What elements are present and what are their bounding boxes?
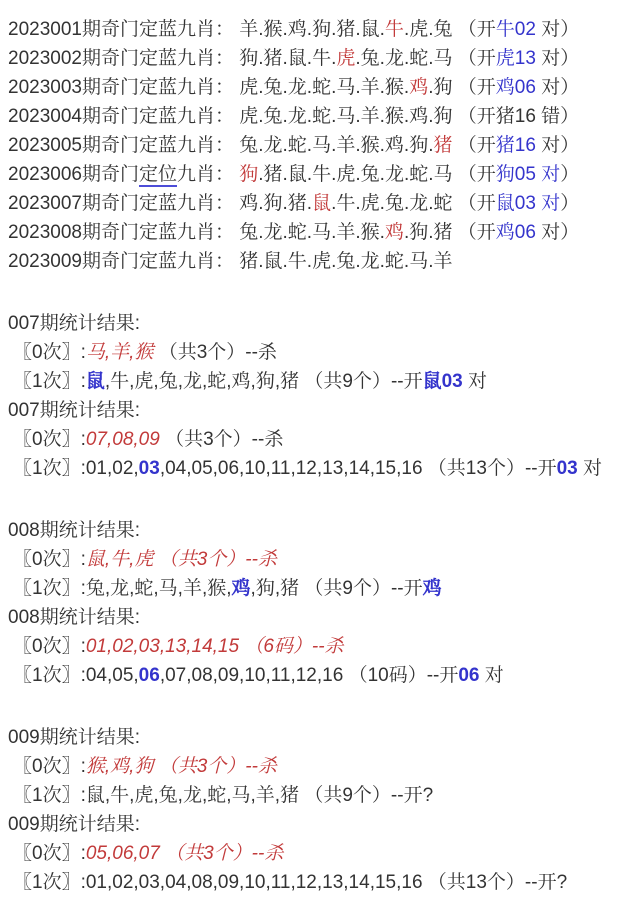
text-segment-plain: 对） (535, 77, 580, 98)
text-segment-blue: 鸡06 (495, 77, 536, 98)
text-segment-blue: 鸡06 (495, 222, 536, 243)
text-segment-red: 牛 (384, 19, 404, 40)
text-segment-plain: （开 (452, 135, 496, 156)
text-segment-plain: 对） (535, 135, 580, 156)
text-segment-plain: 2023006期奇门 (8, 164, 139, 185)
keep-line (8, 661, 631, 690)
text-segment-plain: ,狗,猪 （共9个）--开 (250, 578, 423, 599)
text-segment-blue: 猪16 (495, 135, 536, 156)
stats-header (8, 723, 631, 752)
text-segment-plain: （共3个）--杀 (159, 429, 284, 450)
text-segment-plain: .狗 （开 (428, 77, 496, 98)
stats-008 (8, 516, 631, 690)
text-segment-red: 鸡 (384, 222, 404, 243)
text-segment-plain: 009期统计结果: (8, 727, 140, 748)
text-segment-blueb: 03 (138, 458, 160, 479)
text-segment-plain: 007期统计结果: (8, 400, 140, 421)
stats-header (8, 309, 631, 338)
text-segment-plain: 对 (577, 458, 603, 479)
text-segment-plain: 2023003期奇门定蓝九肖： 虎.兔.龙.蛇.马.羊.猴. (8, 77, 410, 98)
kill-line (8, 545, 631, 574)
kill-line (8, 632, 631, 661)
keep-line (8, 454, 631, 483)
text-segment-plain: 〖0次〗: (13, 429, 86, 450)
text-segment-plain: （共3个）--杀 (153, 342, 277, 363)
text-segment-plain: 2023007期奇门定蓝九肖： 鸡.狗.猪. (8, 193, 313, 214)
text-segment-plain: 〖0次〗: (13, 843, 86, 864)
text-segment-redi: 01,02,03,13,14,15 （6码）--杀 (85, 636, 344, 657)
text-segment-plain: 对 (479, 665, 504, 686)
kill-line (8, 752, 631, 781)
kill-line (8, 338, 631, 367)
prediction-line (8, 247, 631, 276)
text-segment-plain: 2023004期奇门定蓝九肖： 虎.兔.龙.蛇.马.羊.猴.鸡.狗 （开猪16 错） (8, 106, 580, 127)
text-segment-blueb: 鼠03 (422, 371, 463, 392)
text-segment-plain: ） (560, 164, 580, 185)
keep-line (8, 574, 631, 603)
text-segment-plain: .虎.兔 （开 (403, 19, 496, 40)
text-segment-plain: 对） (535, 222, 580, 243)
text-segment-plain: 007期统计结果: (8, 313, 140, 334)
text-segment-plain: .猪.鼠.牛.虎.兔.龙.蛇.马 （开 (258, 164, 496, 185)
stats-header (8, 396, 631, 425)
text-segment-redi: 马,羊,猴 (85, 342, 154, 363)
keep-line (8, 781, 631, 810)
text-segment-plain: 对） (535, 19, 580, 40)
text-segment-blue: 狗05 对 (495, 164, 561, 185)
text-segment-plain: 〖1次〗:鼠,牛,虎,兔,龙,蛇,马,羊,猪 （共9个）--开? (13, 785, 434, 806)
text-segment-plain: 2023009期奇门定蓝九肖： 猪.鼠.牛.虎.兔.龙.蛇.马.羊 (8, 251, 453, 272)
text-segment-red: 狗 (239, 164, 259, 185)
text-segment-redi: 07,08,09 (85, 429, 160, 450)
keep-line (8, 868, 631, 897)
text-segment-plain: 对 (462, 371, 488, 392)
text-segment-blueb: 鼠 (85, 371, 105, 392)
text-segment-plain: 〖1次〗:01,02, (13, 458, 139, 479)
text-segment-plain: 〖1次〗: (13, 371, 86, 392)
kill-line (8, 839, 631, 868)
text-segment-plain: 九肖： (176, 164, 240, 185)
text-segment-blue: 牛02 (495, 19, 536, 40)
text-segment-plain: 2023005期奇门定蓝九肖： 兔.龙.蛇.马.羊.猴.鸡.狗. (8, 135, 434, 156)
stats-009 (8, 723, 631, 897)
prediction-list (8, 15, 631, 276)
text-segment-blue: 鼠03 对 (495, 193, 561, 214)
prediction-line (8, 131, 631, 160)
text-segment-plain: 2023008期奇门定蓝九肖： 兔.龙.蛇.马.羊.猴. (8, 222, 385, 243)
stats-header (8, 516, 631, 545)
text-segment-red: 鸡 (409, 77, 429, 98)
text-segment-plain: .兔.龙.蛇.马 （开 (355, 48, 496, 69)
text-segment-blueb: 06 (458, 665, 480, 686)
text-segment-red: 猪 (433, 135, 453, 156)
text-segment-redi: 猴,鸡,狗 （共3个）--杀 (85, 756, 277, 777)
stats-007 (8, 309, 631, 483)
text-segment-red: 虎 (336, 48, 356, 69)
text-segment-plain: 〖1次〗:01,02,03,04,08,09,10,11,12,13,14,15,16 （共13个）--开? (13, 872, 568, 893)
text-segment-plain: .狗.猪 （开 (403, 222, 496, 243)
prediction-line (8, 15, 631, 44)
text-segment-red: 鼠 (312, 193, 332, 214)
prediction-line (8, 189, 631, 218)
text-segment-plain: 〖0次〗: (13, 636, 86, 657)
text-segment-plain: 〖1次〗:兔,龙,蛇,马,羊,猴, (13, 578, 232, 599)
text-segment-plain: 2023001期奇门定蓝九肖： 羊.猴.鸡.狗.猪.鼠. (8, 19, 385, 40)
text-segment-plain: 009期统计结果: (8, 814, 140, 835)
prediction-line (8, 44, 631, 73)
text-segment-redi: 05,06,07 （共3个）--杀 (85, 843, 284, 864)
text-segment-plain: 2023002期奇门定蓝九肖： 狗.猪.鼠.牛. (8, 48, 337, 69)
text-segment-u: 定位 (138, 164, 177, 185)
text-segment-plain: 〖1次〗:04,05, (13, 665, 139, 686)
text-segment-plain: 〖0次〗: (13, 342, 86, 363)
text-segment-blueb: 03 (556, 458, 578, 479)
stats-header (8, 810, 631, 839)
text-segment-blueb: 鸡 (422, 578, 442, 599)
text-segment-plain: 008期统计结果: (8, 520, 140, 541)
text-segment-plain: ,牛,虎,兔,龙,蛇,鸡,狗,猪 （共9个）--开 (104, 371, 423, 392)
text-segment-plain: .牛.虎.兔.龙.蛇 （开 (331, 193, 496, 214)
prediction-line (8, 73, 631, 102)
keep-line (8, 367, 631, 396)
text-segment-plain: ,07,08,09,10,11,12,16 （10码）--开 (159, 665, 459, 686)
text-segment-plain: 008期统计结果: (8, 607, 140, 628)
text-segment-plain: 对） (535, 48, 580, 69)
text-segment-blueb: 鸡 (231, 578, 251, 599)
text-segment-plain: ） (560, 193, 580, 214)
text-segment-redi: 鼠,牛,虎 （共3个）--杀 (85, 549, 277, 570)
text-segment-blueb: 06 (138, 665, 160, 686)
text-segment-plain: 〖0次〗: (13, 549, 86, 570)
text-segment-plain: ,04,05,06,10,11,12,13,14,15,16 （共13个）--开 (159, 458, 557, 479)
kill-line (8, 425, 631, 454)
prediction-line (8, 160, 631, 189)
prediction-line (8, 218, 631, 247)
prediction-line (8, 102, 631, 131)
text-segment-blue: 虎13 (495, 48, 536, 69)
text-segment-plain: 〖0次〗: (13, 756, 86, 777)
stats-header (8, 603, 631, 632)
